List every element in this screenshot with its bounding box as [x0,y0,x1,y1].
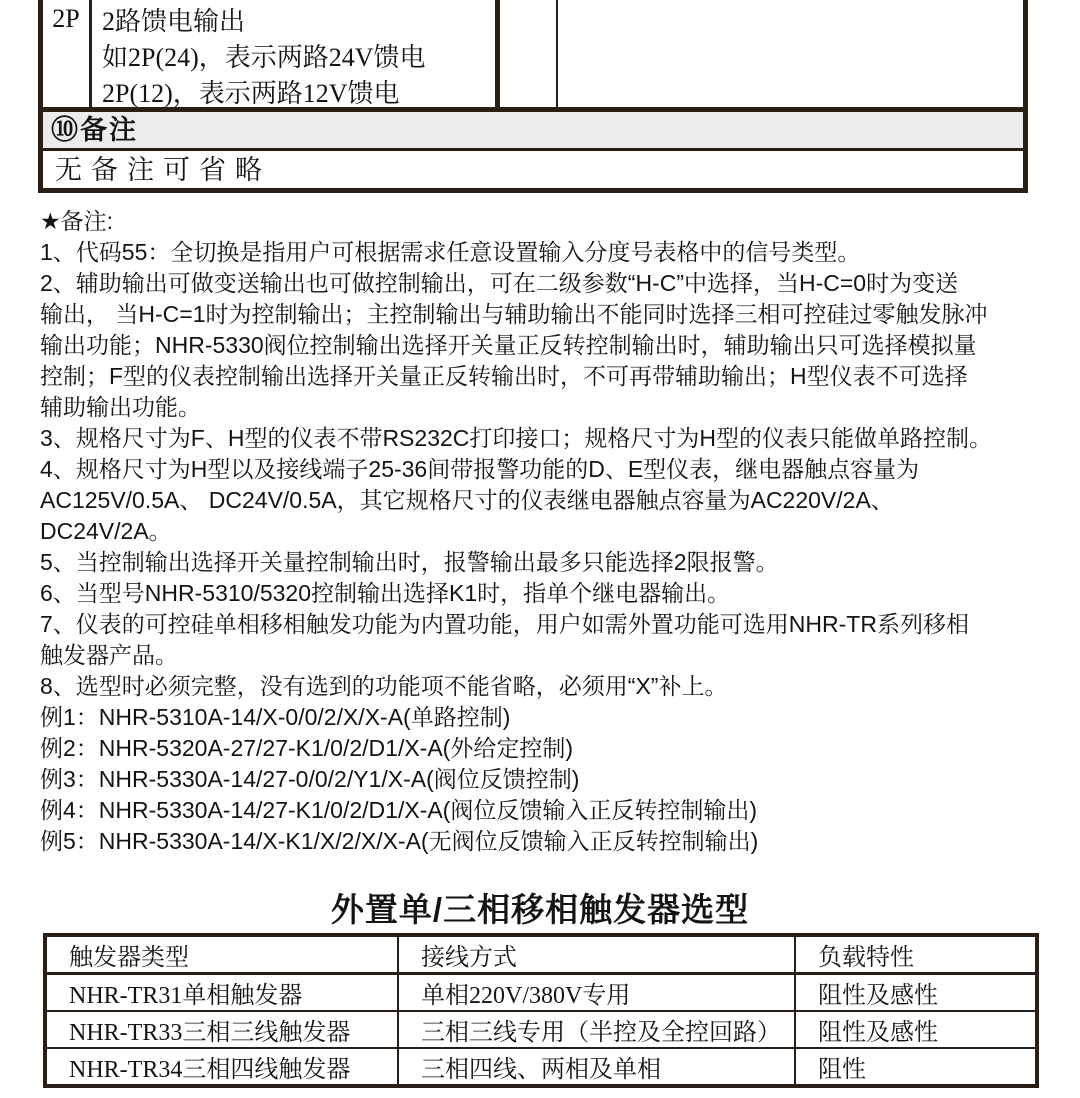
example-line-2: 例2：NHR-5320A-27/27-K1/0/2/D1/X-A(外给定控制) [40,735,573,761]
empty-description-cell [558,0,1023,107]
note-line-4-cont: DC24V/2A。 [40,518,172,544]
note-line-4: 4、规格尺寸为H型以及接线端子25-36间带报警功能的D、E型仪表，继电器触点容量为 [40,456,920,482]
note-line-2-cont: 输出功能；NHR-5330阀位控制输出选择开关量正反转控制输出时，辅助输出只可选择模拟量 [40,332,977,358]
note-line-5: 5、当控制输出选择开关量控制输出时，报警输出最多只能选择2限报警。 [40,549,779,575]
feed-output-row [43,0,1023,107]
description-line: 2P(12)，表示两路12V馈电 [102,79,400,108]
table-cell: NHR-TR33三相三线触发器 [45,1011,398,1048]
note-line-7-cont: 触发器产品。 [40,642,178,668]
table-row [45,1048,1037,1086]
table-header-row [45,935,1037,974]
ordering-table-fragment [38,0,1028,193]
note-line-6: 6、当型号NHR-5310/5320控制输出选择K1时，指单个继电器输出。 [40,580,731,606]
note-line-2: 2、辅助输出可做变送输出也可做控制输出，可在二级参数“H-C”中选择，当H-C=0时为变送 [40,270,959,296]
header-load-characteristic: 负载特性 [795,935,1037,974]
remarks-section-body: 无备注可省略 [43,151,1023,193]
table-row [45,1011,1037,1048]
table-cell: 阻性及感性 [795,1011,1037,1048]
notes-title: ★备注: [40,208,114,234]
empty-code-cell [500,0,558,107]
table-row [45,974,1037,1012]
option-description-cell [92,0,500,107]
table-cell: 阻性 [795,1048,1037,1086]
header-wiring-mode: 接线方式 [398,935,795,974]
note-line-3: 3、规格尺寸为F、H型的仪表不带RS232C打印接口；规格尺寸为H型的仪表只能做单路控制。 [40,425,992,451]
note-line-1: 1、代码55：全切换是指用户可根据需求任意设置输入分度号表格中的信号类型。 [40,239,861,265]
example-line-1: 例1：NHR-5310A-14/X-0/0/2/X/X-A(单路控制) [40,704,511,730]
example-line-4: 例4：NHR-5330A-14/27-K1/0/2/D1/X-A(阀位反馈输入正反转控制输出) [40,797,757,823]
note-line-7: 7、仪表的可控硅单相移相触发功能为内置功能，用户如需外置功能可选用NHR-TR系列移相 [40,611,969,637]
note-line-2-cont: 控制；F型的仪表控制输出选择开关量正反转输出时，不可再带辅助输出；H型仪表不可选择 [40,363,968,389]
example-line-3: 例3：NHR-5330A-14/27-0/0/2/Y1/X-A(阀位反馈控制) [40,766,580,792]
trigger-selection-table [43,933,1039,1088]
trigger-table-title: 外置单/三相移相触发器选型 [330,891,750,928]
header-trigger-type: 触发器类型 [45,935,398,974]
description-line: 2路馈电输出 [102,7,246,36]
table-cell: 三相三线专用（半控及全控回路） [398,1011,795,1048]
notes-block [40,206,1048,857]
note-line-2-cont: 输出， 当H-C=1时为控制输出；主控制输出与辅助输出不能同时选择三相可控硅过零触发脉冲 [40,301,988,327]
remarks-section-header: ⑩备注 [43,107,1023,151]
note-line-4-cont: AC125V/0.5A、 DC24V/0.5A，其它规格尺寸的仪表继电器触点容量为AC220V/2A、 [40,487,894,513]
note-line-2-cont: 辅助输出功能。 [40,394,201,420]
table-cell: 单相220V/380V专用 [398,974,795,1012]
table-cell: 三相四线、两相及单相 [398,1048,795,1086]
example-line-5: 例5：NHR-5330A-14/X-K1/X/2/X/X-A(无阀位反馈输入正反转控制输出) [40,828,759,854]
table-cell: NHR-TR34三相四线触发器 [45,1048,398,1086]
option-code-cell: 2P [43,0,92,107]
description-line: 如2P(24)，表示两路24V馈电 [102,43,426,72]
note-line-8: 8、选型时必须完整，没有选到的功能项不能省略，必须用“X”补上。 [40,673,728,699]
table-cell: NHR-TR31单相触发器 [45,974,398,1012]
table-cell: 阻性及感性 [795,974,1037,1012]
